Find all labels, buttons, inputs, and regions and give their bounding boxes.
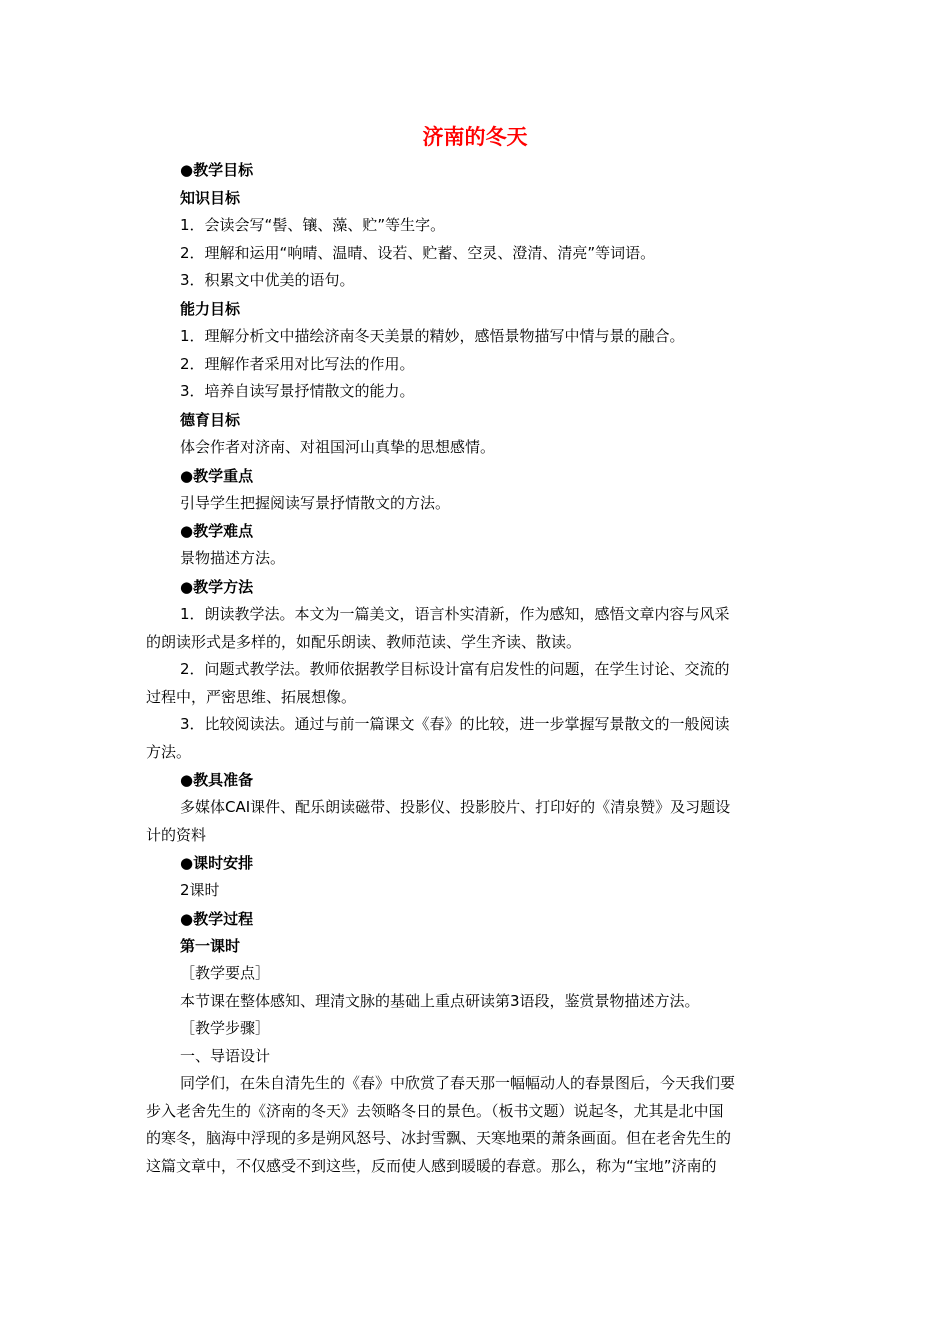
text-line: ［教学步骤］ bbox=[180, 1019, 271, 1037]
text-line: 2．理解作者采用对比写法的作用。 bbox=[180, 355, 415, 373]
text-line: 2课时 bbox=[180, 881, 220, 899]
text-line: 2．问题式教学法。教师依据教学目标设计富有启发性的问题，在学生讨论、交流的 bbox=[180, 660, 730, 678]
text-line: 方法。 bbox=[146, 743, 192, 761]
section-heading: 知识目标 bbox=[180, 189, 241, 207]
section-heading: 德育目标 bbox=[180, 411, 241, 429]
section-heading: ●教学过程 bbox=[180, 910, 254, 928]
text-line: 一、导语设计 bbox=[180, 1047, 271, 1065]
section-heading: ●教学方法 bbox=[180, 578, 254, 596]
text-line: 多媒体CAI课件、配乐朗读磁带、投影仪、投影胶片、打印好的《清泉赞》及习题设 bbox=[180, 798, 731, 816]
text-line: 景物描述方法。 bbox=[180, 549, 286, 567]
section-heading: 第一课时 bbox=[180, 937, 241, 955]
text-line: 的寒冬，脑海中浮现的多是朔风怒号、冰封雪飘、天寒地栗的萧条画面。但在老舍先生的 bbox=[146, 1129, 732, 1147]
text-line: 1．理解分析文中描绘济南冬天美景的精妙，感悟景物描写中情与景的融合。 bbox=[180, 327, 685, 345]
section-heading: 能力目标 bbox=[180, 300, 241, 318]
text-line: 引导学生把握阅读写景抒情散文的方法。 bbox=[180, 494, 451, 512]
text-line: 3．积累文中优美的语句。 bbox=[180, 271, 355, 289]
text-line: 这篇文章中，不仅感受不到这些，反而使人感到暖暖的春意。那么，称为“宝地”济南的 bbox=[146, 1157, 717, 1175]
section-heading: ●教学难点 bbox=[180, 522, 254, 540]
text-line: 的朗读形式是多样的，如配乐朗读、教师范读、学生齐读、散读。 bbox=[146, 633, 582, 651]
text-line: 3．培养自读写景抒情散文的能力。 bbox=[180, 382, 415, 400]
text-line: 1．朗读教学法。本文为一篇美文，语言朴实清新，作为感知，感悟文章内容与风采 bbox=[180, 605, 730, 623]
text-line: 计的资料 bbox=[146, 826, 207, 844]
text-line: 过程中，严密思维、拓展想像。 bbox=[146, 688, 357, 706]
text-line: 体会作者对济南、对祖国河山真挚的思想感情。 bbox=[180, 438, 496, 456]
text-line: ［教学要点］ bbox=[180, 964, 271, 982]
section-heading: ●课时安排 bbox=[180, 854, 254, 872]
text-line: 同学们，在朱自清先生的《春》中欣赏了春天那一幅幅动人的春景图后，今天我们要 bbox=[180, 1074, 736, 1092]
text-line: 2．理解和运用“响晴、温晴、设若、贮蓄、空灵、澄清、清亮”等词语。 bbox=[180, 244, 656, 262]
section-heading: ●教学重点 bbox=[180, 467, 254, 485]
section-heading: ●教学目标 bbox=[180, 161, 254, 179]
section-heading: ●教具准备 bbox=[180, 771, 254, 789]
document-title: 济南的冬天 bbox=[422, 125, 528, 149]
text-line: 3．比较阅读法。通过与前一篇课文《春》的比较，进一步掌握写景散文的一般阅读 bbox=[180, 715, 730, 733]
text-line: 步入老舍先生的《济南的冬天》去领略冬日的景色。（板书文题）说起冬，尤其是北中国 bbox=[146, 1102, 724, 1120]
text-line: 本节课在整体感知、理清文脉的基础上重点研读第3语段，鉴赏景物描述方法。 bbox=[180, 992, 700, 1010]
text-line: 1．会读会写“髻、镶、藻、贮”等生字。 bbox=[180, 216, 446, 234]
